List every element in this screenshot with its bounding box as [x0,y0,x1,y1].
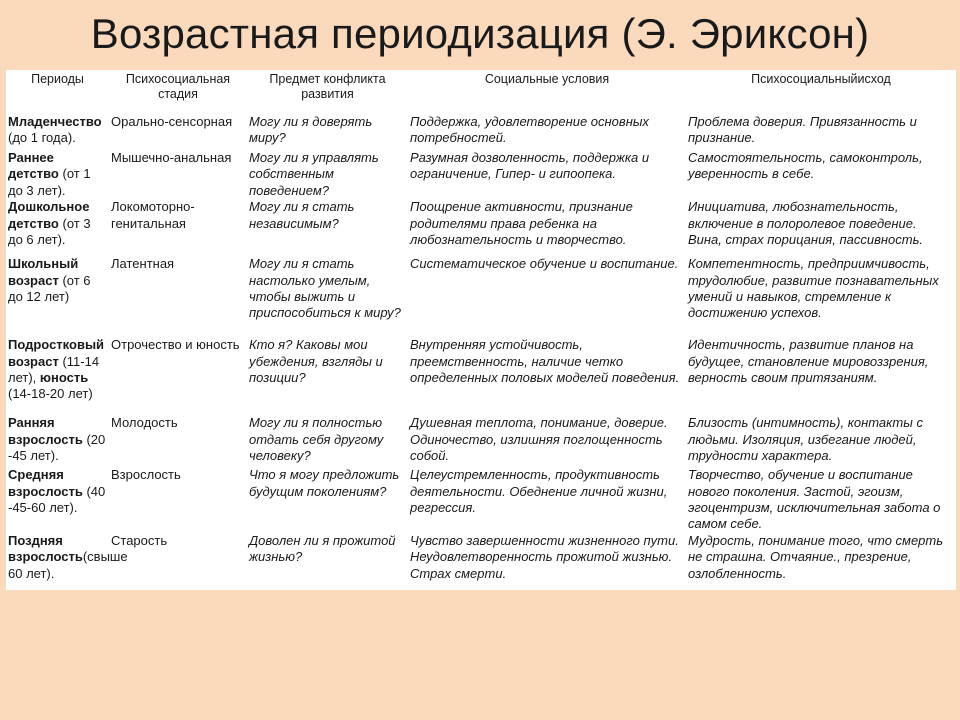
header-conflict: Предмет конфликта развития [269,72,386,101]
periodization-table [6,70,956,585]
period-cell: Раннее детство (от 1 до 3 лет). [8,150,91,198]
table-row [6,533,956,585]
period-cell: Подростковый возраст (11-14 лет), юность (14-18-20 лет) [8,337,105,402]
social-cell: Систематическое обучение и воспитание. [410,256,679,272]
conflict-cell: Могу ли я стать настолько умелым, чтобы выжить и приспособиться к миру? [249,256,401,321]
header-outcome: Психосоциальныйисход [751,72,891,86]
stage-cell: Отрочество и юность [111,337,240,353]
social-cell: Целеустремленность, продуктивность деятельности. Обеднение личной жизни, регрессия. [410,467,668,516]
slide-title: Возрастная периодизация (Э. Эриксон) [90,10,870,57]
outcome-cell: Компетентность, предприимчивость, трудолюбие, развитие познавательных умений и навыков, стремление к достижению успехов. [688,256,939,321]
social-cell: Душевная теплота, понимание, доверие. Одиночество, излишняя поглощенность собой. [410,415,668,464]
stage-cell: Орально-сенсорная [111,114,233,129]
header-periods: Периоды [31,72,84,86]
social-cell: Внутренняя устойчивость, преемственность, наличие четко определенных половых моделей поведения. [410,337,680,386]
table-row [6,337,956,415]
conflict-cell: Могу ли я стать независимым? [249,199,355,231]
outcome-cell: Творчество, обучение и воспитание нового поколения. Застой, эгоизм, эгоцентризм, исключительная забота о самом себе. [688,467,941,532]
period-cell: Младенчество (до 1 года). [8,114,102,146]
conflict-cell: Могу ли я управлять собственным поведением? [249,150,379,198]
stage-cell: Молодость [111,415,178,431]
stage-cell: Мышечно-анальная [111,150,232,165]
conflict-cell: Могу ли я доверять миру? [249,114,373,146]
header-social: Социальные условия [484,72,610,86]
table-row [6,256,956,337]
period-cell: Дошкольное детство (от 3 до 6 лет). [8,199,91,248]
table-row [6,415,956,467]
outcome-cell: Инициатива, любознательность, включение в полоролевое поведение. Вина, страх порицания, пассивность. [688,199,924,248]
stage-cell: Локомоторно-генитальная [111,199,195,231]
social-cell: Поощрение активности, признание родителями права ребенка на любознательность и творчество. [410,199,633,248]
conflict-cell: Доволен ли я прожитой жизнью? [249,532,396,565]
outcome-cell: Мудрость, понимание того, что смерть не страшна. Отчаяние., презрение, озлобленность. [688,532,944,581]
period-cell: Ранняя взрослость (20 -45 лет). [8,415,106,464]
stage-cell: Старость [111,532,168,548]
conflict-cell: Что я могу предложить будущим поколениям? [249,467,400,499]
social-cell: Разумная дозволенность, поддержка и ограничение, Гипер- и гипоопека. [410,150,650,182]
table-row [6,199,956,256]
table-row [6,467,956,533]
period-cell: Школьный возраст (от 6 до 12 лет) [8,256,91,305]
stage-cell: Латентная [111,256,175,272]
table-row [6,114,956,150]
outcome-cell: Самостоятельность, самоконтроль, уверенность в себе. [688,150,923,182]
outcome-cell: Близость (интимность), контакты с людьми. Изоляция, избегание людей, трудности характера. [688,415,923,464]
table-row [6,150,956,199]
period-cell: Средняя взрослость (40 -45-60 лет). [8,467,106,516]
table-header-row [6,70,956,114]
social-cell: Поддержка, удовлетворение основных потребностей. [410,114,649,146]
period-cell: Поздняя взрослость(свыше 60 лет). [8,532,128,581]
table-panel [6,70,956,590]
conflict-cell: Могу ли я полностью отдать себя другому человеку? [249,415,384,464]
outcome-cell: Идентичность, развитие планов на будущее, становление мировоззрения, верность своим притязаниям. [688,337,929,386]
stage-cell: Взрослость [111,467,181,483]
header-stage: Психосоциальная стадия [125,72,231,101]
outcome-cell: Проблема доверия. Привязанность и признание. [688,114,917,146]
conflict-cell: Кто я? Каковы мои убеждения, взгляды и позиции? [249,337,383,386]
social-cell: Чувство завершенности жизненного пути. Неудовлетворенность прожитой жизнью. Страх смерти. [410,532,679,581]
